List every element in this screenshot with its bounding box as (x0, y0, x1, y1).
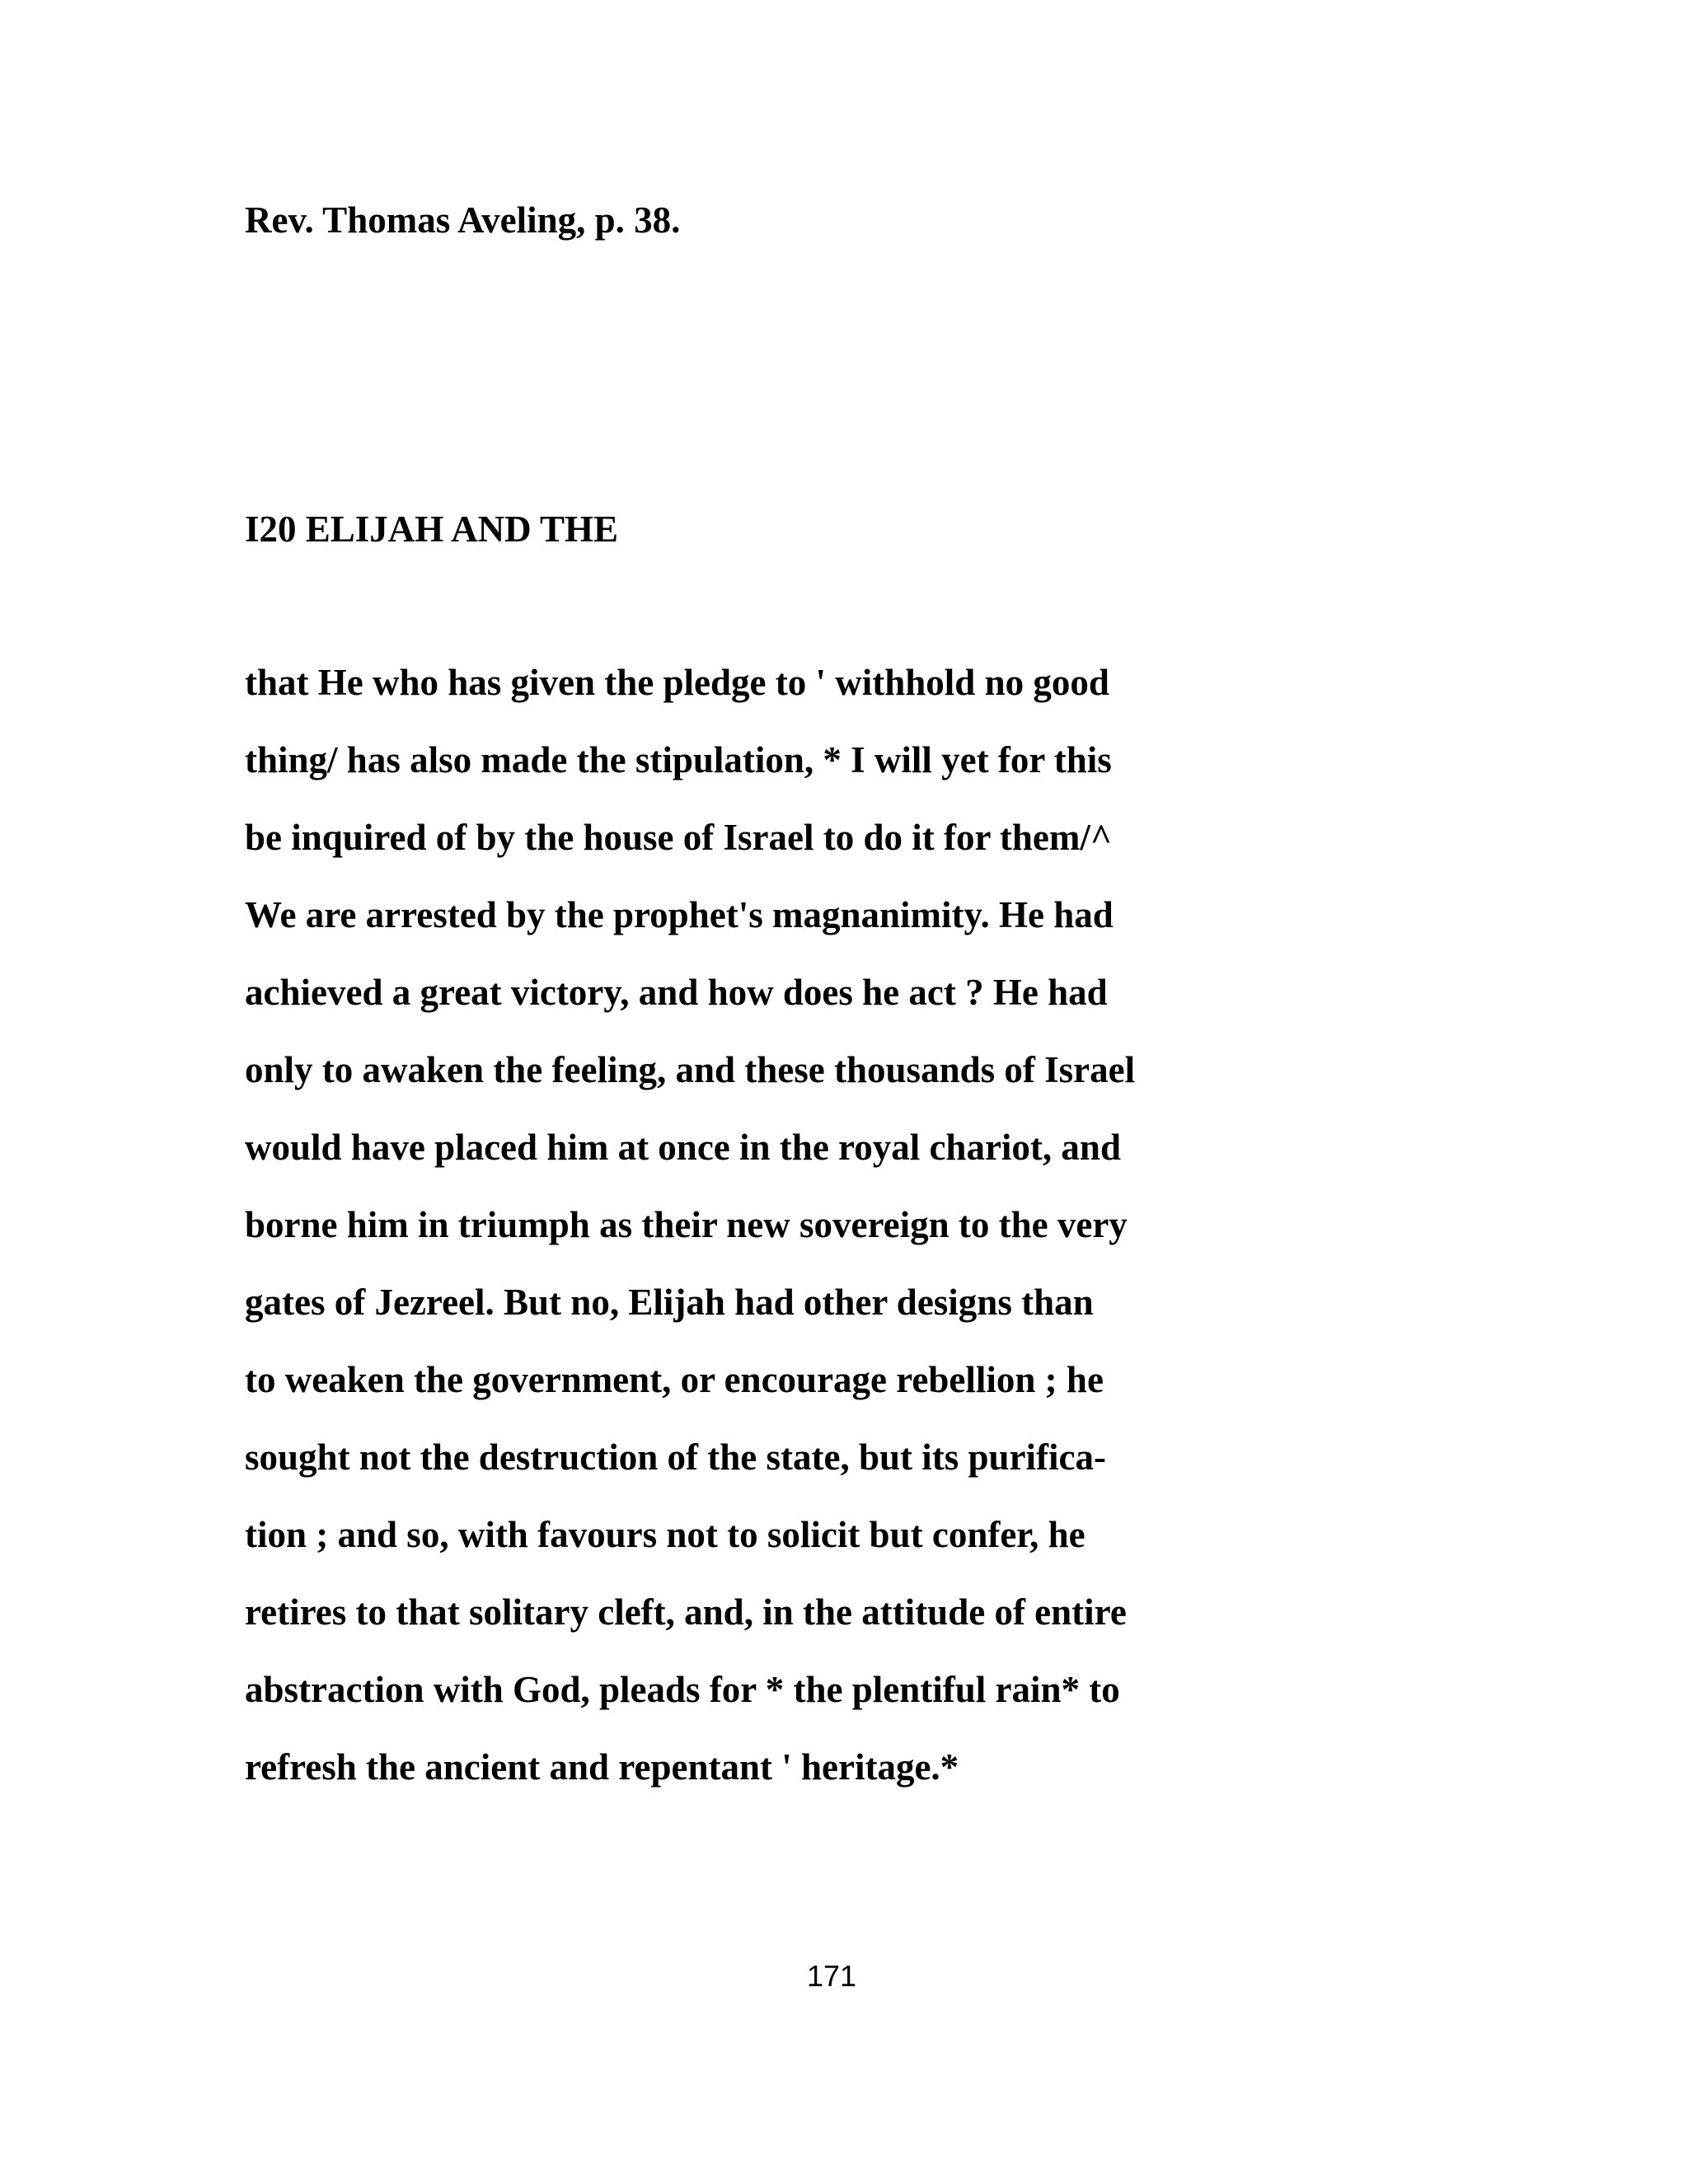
body-line: gates of Jezreel. But no, Elijah had other designs than (245, 1282, 1094, 1323)
body-line: be inquired of by the house of Israel to do it for them/^ (245, 817, 1113, 858)
attribution-line: Rev. Thomas Aveling, p. 38. (245, 199, 681, 241)
running-head: I20 ELIJAH AND THE (245, 509, 619, 550)
body-line: retires to that solitary cleft, and, in the attitude of entire (245, 1591, 1127, 1633)
body-text (245, 664, 1135, 1826)
body-line: to weaken the government, or encourage rebellion ; he (245, 1359, 1104, 1400)
body-line: borne him in triumph as their new sovereign to the very (245, 1204, 1128, 1245)
body-line: tion ; and so, with favours not to solicit but confer, he (245, 1514, 1085, 1555)
body-line: abstraction with God, pleads for * the plentiful rain* to (245, 1669, 1120, 1710)
body-line: that He who has given the pledge to ' withhold no good (245, 662, 1109, 703)
body-line: thing/ has also made the stipulation, * I will yet for this (245, 739, 1112, 780)
body-line: only to awaken the feeling, and these thousands of Israel (245, 1049, 1136, 1090)
body-line: would have placed him at once in the royal chariot, and (245, 1127, 1121, 1168)
body-line: sought not the destruction of the state, but its purifica- (245, 1436, 1106, 1478)
body-line: achieved a great victory, and how does he act ? He had (245, 972, 1108, 1013)
body-line: refresh the ancient and repentant ' heritage.* (245, 1746, 959, 1788)
body-line: We are arrested by the prophet's magnanimity. He had (245, 894, 1114, 935)
page-number: 171 (806, 1959, 857, 1993)
